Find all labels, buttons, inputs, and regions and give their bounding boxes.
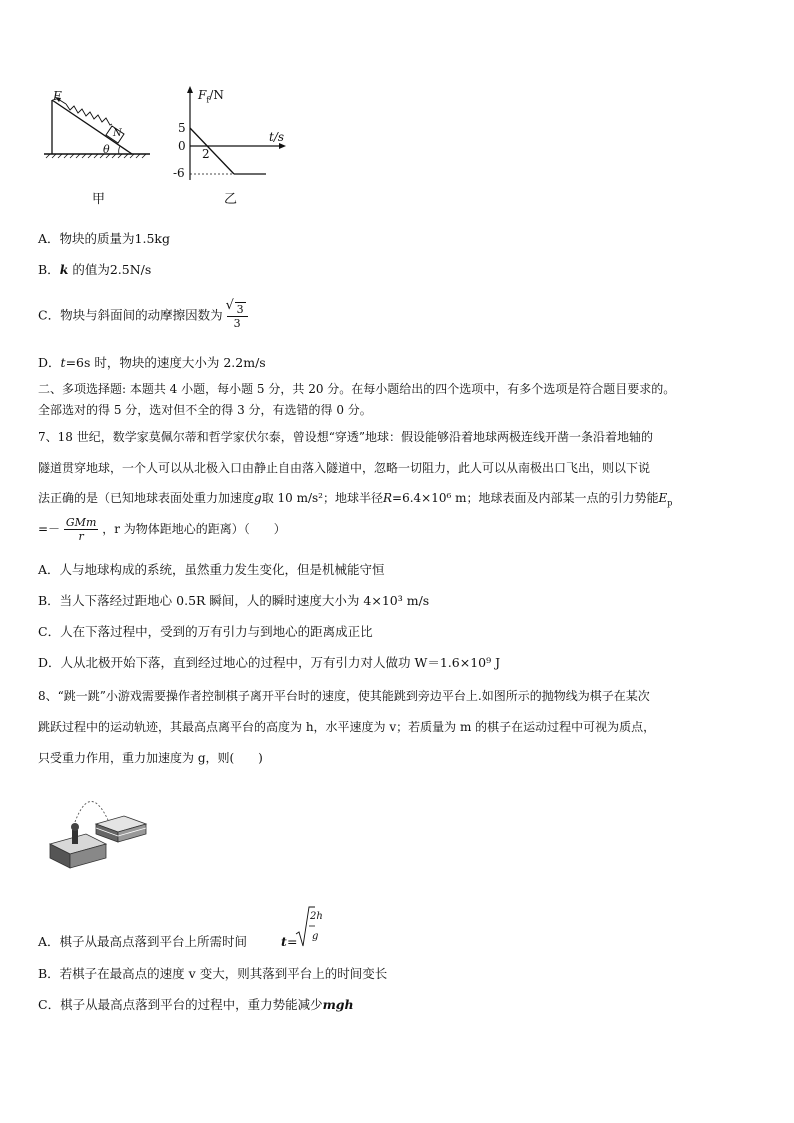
q7-option-c: C．人在下落过程中，受到的万有引力与到地心的距离成正比: [38, 624, 373, 639]
section2-line2: 全部选对的得 5 分，选对但不全的得 3 分，有选错的得 0 分。: [38, 403, 372, 417]
figure-jia-label-f: F: [53, 89, 62, 103]
figure-yi-tick-2: 2: [202, 147, 210, 161]
q7-line3-a: 法正确的是（已知地球表面处重力加速度: [38, 491, 255, 505]
figure-yi-y-label-unit: /N: [209, 88, 224, 102]
q7-line3-c: =6.4×10⁶ m；地球表面及内部某一点的引力势能: [392, 491, 659, 505]
q6-option-c: [38, 302, 248, 330]
q6-option-d: [38, 355, 266, 371]
figure-jia-label-theta: θ: [103, 143, 110, 156]
q7-line3-e: E: [658, 491, 668, 505]
q8-option-c-var: mgh: [322, 997, 354, 1012]
figure-jia-incline: [38, 88, 158, 203]
figure-yi-y-label: [198, 88, 224, 104]
q7-line2: 隧道贯穿地球，一个人可以从北极入口由静止自由落入隧道中，忽略一切阻力，此人可以从南极出口飞出，则以下说: [38, 461, 651, 475]
q7-line4: [38, 514, 286, 544]
q8-option-a-eq: =: [287, 934, 298, 949]
q6-option-d-var: t: [60, 355, 66, 370]
figure-yi-y-label-f: F: [198, 88, 207, 102]
section2-line1: 二、多项选择题: 本题共 4 小题，每小题 5 分，共 20 分。在每小题给出的四个选项中，有多个选项是符合题目要求的。: [38, 382, 676, 396]
q6-option-b-rest: 的值为2.5N/s: [68, 262, 152, 277]
q7-line4-fraction: [64, 516, 98, 543]
q6-option-a: A．物块的质量为1.5kg: [38, 231, 170, 246]
q7-line3-g: g: [254, 491, 262, 505]
q7-line4-suffix: ，r 为物体距地心的距离）（ ）: [102, 522, 286, 536]
figure-yi-y-label-sub: f: [206, 95, 210, 105]
q8-option-a-den: g: [312, 931, 319, 942]
q7-line4-num: GMm: [65, 516, 97, 529]
q8-jump-figure: [44, 788, 154, 878]
q8-option-c: [38, 997, 354, 1013]
q7-line3-p: p: [667, 498, 673, 508]
q8-line3: 只受重力作用，重力加速度为 g，则( ): [38, 751, 263, 765]
q7-line4-den: r: [78, 530, 84, 543]
q6-option-d-prefix: D．: [38, 355, 61, 370]
q7-line4-prefix: =－: [38, 522, 61, 536]
q7-line3: [38, 490, 672, 511]
q7-option-d: D．人从北极开始下落，直到经过地心的过程中，万有引力对人做功 W＝1.6×10⁹ J: [38, 655, 501, 670]
q8-option-a-num: 2h: [310, 911, 323, 922]
q6-option-b: [38, 262, 151, 278]
figure-yi-x-label: t/s: [269, 130, 285, 144]
figure-yi-tick-0: 0: [178, 139, 186, 153]
q8-option-c-prefix: C．棋子从最高点落到平台的过程中，重力势能减少: [38, 997, 323, 1012]
q6-option-d-rest: =6s 时，物块的速度大小为 2.2m/s: [65, 355, 266, 370]
q7-line1: 7、18 世纪，数学家莫佩尔蒂和哲学家伏尔泰，曾设想“穿透”地球：假设能够沿着地球两极连线开凿一条沿着地轴的: [38, 430, 653, 444]
figure-yi-caption: 乙: [224, 192, 238, 207]
figure-yi-tick-5: 5: [178, 121, 186, 135]
q8-option-a-prefix: A．棋子从最高点落到平台上所需时间: [38, 934, 248, 949]
figure-yi-tick-neg6: -6: [173, 166, 185, 180]
figure-jia-caption: 甲: [92, 192, 106, 207]
q8-line1: 8、“跳一跳”小游戏需要操作者控制棋子离开平台时的速度，使其能跳到旁边平台上.如图所示的抛物线为棋子在某次: [38, 689, 650, 703]
q6-option-b-prefix: B．: [38, 262, 60, 277]
q8-option-a-var: t: [281, 934, 287, 949]
q7-line3-r: R: [383, 491, 393, 505]
q6-option-c-prefix: C．物块与斜面间的动摩擦因数为: [38, 307, 223, 323]
q8-option-b: B．若棋子在最高点的速度 v 变大，则其落到平台上的时间变长: [38, 966, 388, 981]
figure-jia-label-block: N: [113, 128, 122, 139]
q7-option-b: B．当人下落经过距地心 0.5R 瞬间，人的瞬时速度大小为 4×10³ m/s: [38, 593, 430, 608]
q7-option-a: A．人与地球构成的系统，虽然重力发生变化，但是机械能守恒: [38, 562, 385, 577]
q6-option-c-fraction: [227, 302, 248, 330]
q6-option-b-var: k: [59, 262, 69, 277]
q6-option-c-den: 3: [233, 317, 241, 330]
q8-line2: 跳跃过程中的运动轨迹，其最高点离平台的高度为 h，水平速度为 v；若质量为 m 的棋子在运动过程中可视为质点，: [38, 720, 656, 734]
q6-option-c-num: √ 3: [235, 302, 246, 316]
q7-line3-b: 取 10 m/s²；地球半径: [261, 491, 383, 505]
